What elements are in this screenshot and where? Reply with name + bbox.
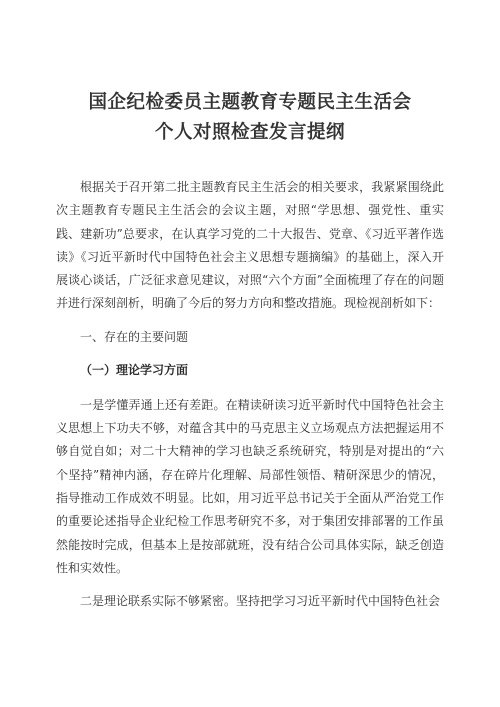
- intro-paragraph: 根据关于召开第二批主题教育民主生活会的相关要求，我紧紧围绕此次主题教育专题民主生活会的会议主题，对照“学思想、强党性、重实践、建新功”总要求，在认真学习党的二十大报告、党章、《习近平著作选读》《习近平新时代中国特色社会主义思想专题摘编》的基础上，深入开展谈心谈话，广泛征求意见建议，对照“六个方面”全面梳理了存在的问题并进行深刻剖析，明确了今后的努力方向和整改措施。现检视剖析如下：: [56, 180, 444, 311]
- document-title-line-2: 个人对照检查发言提纲: [154, 122, 345, 143]
- body-paragraph-1: 一是学懂弄通上还有差距。在精读研读习近平新时代中国特色社会主义思想上下功夫不够，对蕴含其中的马克思主义立场观点方法把握运用不够自觉自如；对二十大精神的学习也缺乏系统研究，特别是对提出的“六个坚持”精神内涵，存在碎片化理解、局部性领悟、精研深思少的情况，指导推动工作成效不明显。比如，用习近平总书记关于全面从严治党工作的重要论述指导企业纪检工作思考研究不多，对于集团安排部署的工作虽然能按时完成，但基本上是按部就班，没有结合公司具体实际，缺乏创造性和实效性。: [56, 397, 444, 575]
- section-heading-main-problems: 一、存在的主要问题: [80, 329, 189, 344]
- body-paragraph-2: 二是理论联系实际不够紧密。坚持把学习习近平新时代中国特色社会: [80, 594, 441, 609]
- subsection-heading-theory-study: （一）理论学习方面: [80, 362, 189, 377]
- document-title-line-1: 国企纪检委员主题教育专题民主生活会: [88, 92, 412, 113]
